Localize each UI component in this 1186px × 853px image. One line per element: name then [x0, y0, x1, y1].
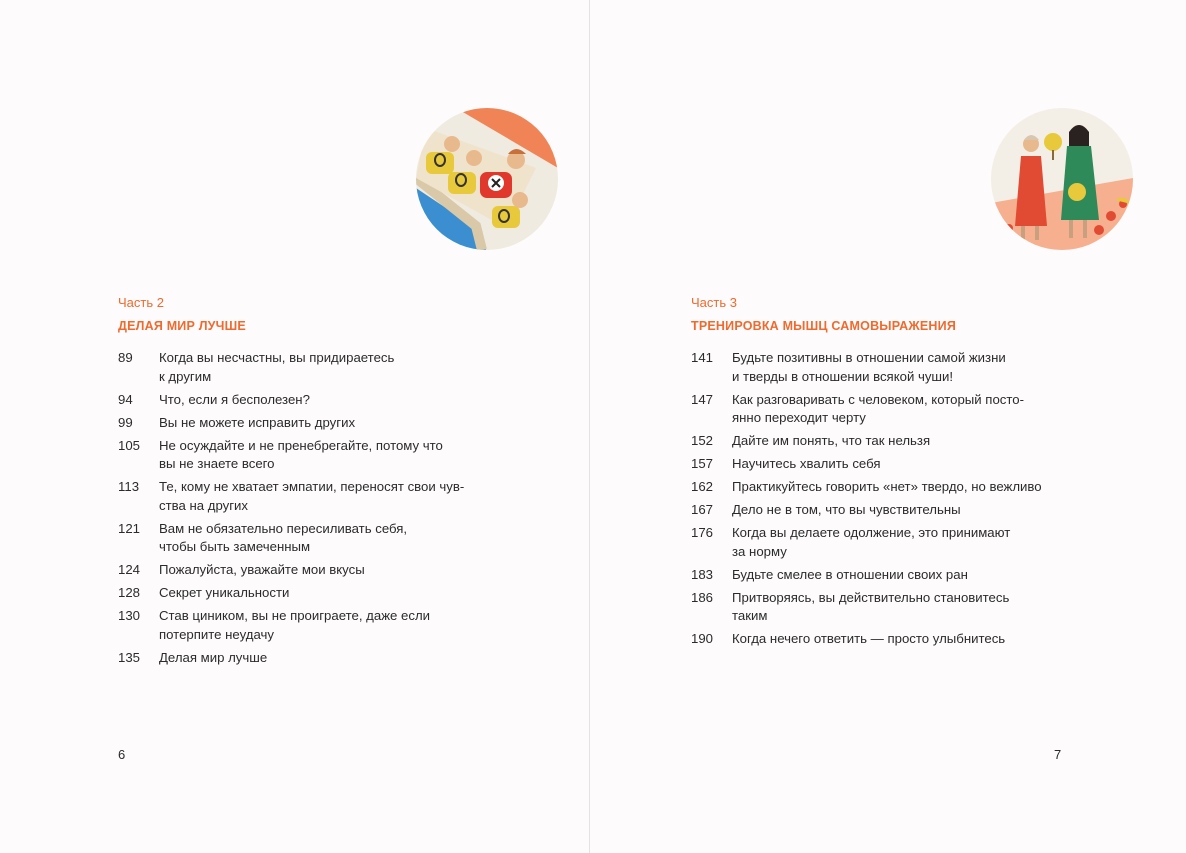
part-label: Часть 3: [691, 295, 737, 310]
table-of-contents: [691, 349, 1151, 653]
toc-entry[interactable]: [118, 349, 558, 386]
toc-entry[interactable]: [691, 391, 1151, 428]
toc-entry[interactable]: [118, 414, 558, 433]
toc-entry[interactable]: [118, 607, 558, 644]
toc-entry[interactable]: [691, 432, 1151, 451]
toc-page-number: 135: [118, 649, 141, 665]
page-number: 6: [118, 747, 126, 762]
toc-entry[interactable]: [691, 349, 1151, 386]
toc-title: Дайте им понять, что так нельзя: [732, 433, 931, 448]
toc-page-number: 130: [118, 608, 141, 623]
toc-title: Делая мир лучше: [159, 649, 268, 665]
toc-page-number: 152: [691, 433, 714, 448]
toc-entry[interactable]: [691, 455, 1151, 474]
toc-page-number: 183: [691, 566, 714, 582]
toc-title: Секрет уникальности: [159, 585, 290, 600]
page-number: 7: [1054, 747, 1062, 762]
toc-entry[interactable]: [118, 649, 558, 668]
toc-title: Будьте смелее в отношении своих ран: [732, 566, 968, 582]
toc-title: Пожалуйста, уважайте мои вкусы: [159, 562, 365, 577]
toc-entry[interactable]: [118, 584, 558, 603]
toc-title: Не осуждайте и не пренебрегайте, потому что вы не знаете всего: [159, 437, 443, 471]
toc-page-number: 176: [691, 525, 714, 540]
toc-page-number: 94: [118, 391, 133, 407]
toc-entry[interactable]: [118, 561, 558, 580]
part-title: ТРЕНИРОВКА МЫШЦ САМОВЫРАЖЕНИЯ: [691, 319, 957, 333]
illustration-two-women: [991, 108, 1133, 250]
toc-page-number: 186: [691, 589, 714, 605]
toc-page-number: 113: [118, 479, 140, 494]
toc-title: Что, если я бесполезен?: [159, 391, 310, 407]
toc-entry[interactable]: [691, 501, 1151, 520]
toc-entry[interactable]: [118, 520, 558, 557]
right-page: [593, 0, 1186, 853]
toc-title: Те, кому не хватает эмпатии, переносят свои чув- ства на других: [159, 479, 465, 513]
toc-title: Вы не можете исправить других: [159, 414, 356, 430]
toc-page-number: 124: [118, 562, 141, 577]
toc-page-number: 105: [118, 437, 141, 453]
toc-title: Практикуйтесь говорить «нет» твердо, но вежливо: [732, 479, 1042, 494]
toc-page-number: 99: [118, 414, 133, 430]
part-label: Часть 2: [118, 295, 164, 310]
page-gutter: [589, 0, 590, 853]
toc-title: Как разговаривать с человеком, который посто- янно переходит черту: [732, 391, 1024, 425]
toc-title: Когда нечего ответить — просто улыбнитесь: [732, 631, 1006, 646]
toc-page-number: 167: [691, 502, 714, 517]
toc-page-number: 147: [691, 391, 714, 407]
toc-entry[interactable]: [691, 478, 1151, 497]
illustration-two-women-art: [991, 108, 1133, 250]
toc-title: Вам не обязательно пересиливать себя, чтобы быть замеченным: [159, 520, 408, 554]
toc-entry[interactable]: [118, 437, 558, 474]
toc-page-number: 157: [691, 456, 714, 471]
toc-entry[interactable]: [118, 478, 558, 515]
toc-entry[interactable]: [118, 391, 558, 410]
toc-page-number: 141: [691, 350, 714, 365]
toc-title: Притворяясь, вы действительно становитесь таким: [732, 589, 1010, 623]
toc-title: Научитесь хвалить себя: [732, 456, 881, 471]
toc-entry[interactable]: [691, 566, 1151, 585]
toc-page-number: 128: [118, 585, 141, 600]
toc-entry[interactable]: [691, 524, 1151, 561]
part-title: ДЕЛАЯ МИР ЛУЧШЕ: [118, 319, 246, 333]
toc-title: Став циником, вы не проиграете, даже если потерпите неудачу: [159, 608, 431, 642]
toc-page-number: 121: [118, 520, 141, 536]
toc-title: Когда вы делаете одолжение, это принимают за норму: [732, 525, 1011, 559]
table-of-contents: [118, 349, 558, 672]
toc-title: Будьте позитивны в отношении самой жизни и тверды в отношении всякой чуши!: [732, 350, 1006, 384]
toc-page-number: 162: [691, 479, 714, 494]
toc-entry[interactable]: [691, 630, 1151, 649]
toc-entry[interactable]: [691, 589, 1151, 626]
toc-title: Дело не в том, что вы чувствительны: [732, 502, 961, 517]
illustration-people-in-box-art: [416, 108, 558, 250]
toc-page-number: 89: [118, 350, 133, 365]
toc-page-number: 190: [691, 631, 714, 646]
toc-title: Когда вы несчастны, вы придираетесь к другим: [159, 350, 395, 384]
illustration-people-in-box: [416, 108, 558, 250]
